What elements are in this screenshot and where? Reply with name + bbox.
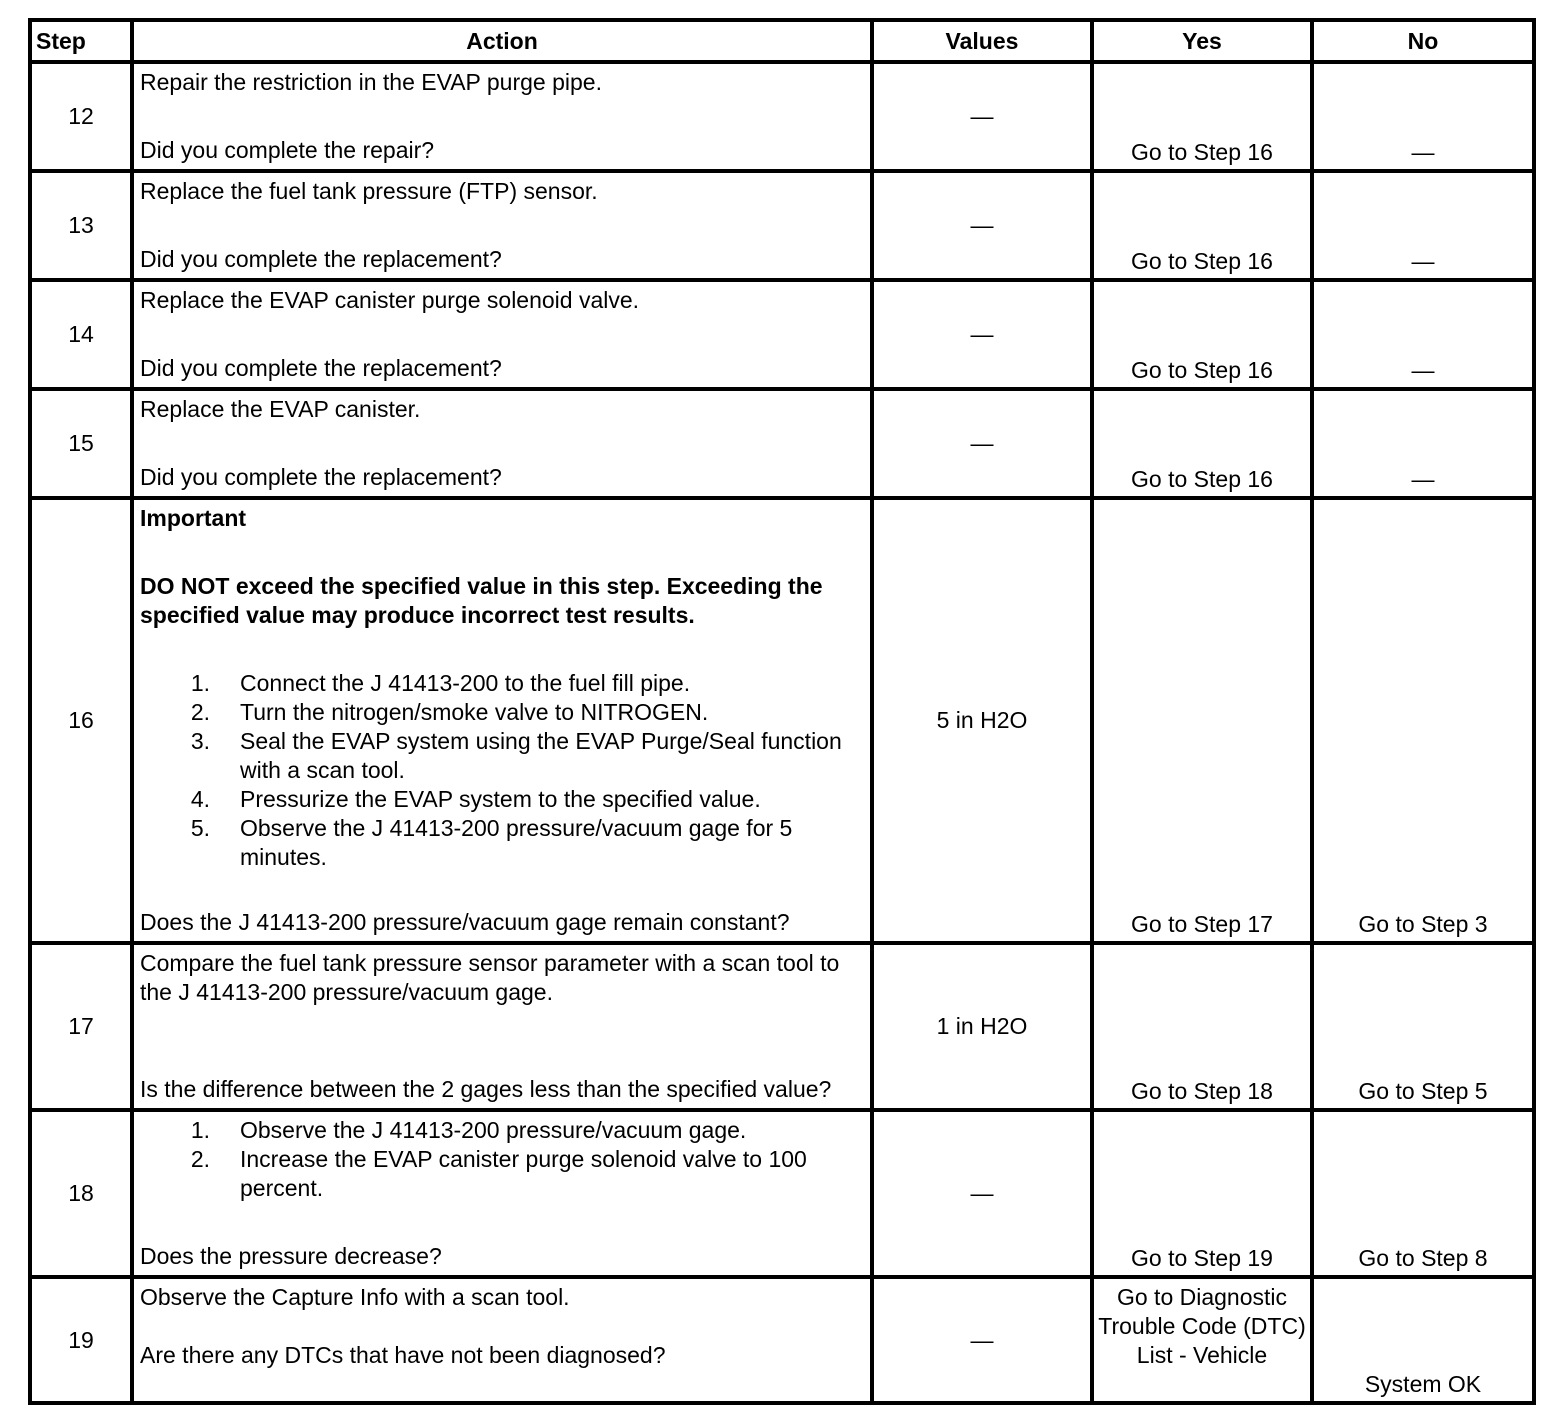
table-row xyxy=(30,280,1534,389)
step-number: 14 xyxy=(30,280,132,389)
action-question: Is the difference between the 2 gages less than the specified value? xyxy=(140,1076,832,1102)
substep-list xyxy=(140,1116,864,1203)
action-text: Replace the EVAP canister purge solenoid valve. xyxy=(140,287,640,313)
action-text: Compare the fuel tank pressure sensor parameter with a scan tool to the J 41413-200 pressure/vacuum gage. xyxy=(140,950,840,1005)
step-number: 18 xyxy=(30,1110,132,1277)
important-label: Important xyxy=(140,505,247,531)
step-number: 12 xyxy=(30,62,132,171)
yes-cell: Go to Step 18 xyxy=(1092,943,1312,1110)
no-cell: System OK xyxy=(1312,1277,1534,1403)
substep-list xyxy=(140,669,864,872)
yes-cell: Go to Step 16 xyxy=(1092,280,1312,389)
action-text: Observe the Capture Info with a scan tool. xyxy=(140,1284,570,1310)
no-cell: — xyxy=(1312,280,1534,389)
action-text: Repair the restriction in the EVAP purge pipe. xyxy=(140,69,602,95)
yes-cell: Go to Step 16 xyxy=(1092,171,1312,280)
table-row xyxy=(30,1277,1534,1403)
header-values: Values xyxy=(872,20,1092,62)
table-row xyxy=(30,171,1534,280)
list-item: 4. Pressurize the EVAP system to the specified value. xyxy=(190,786,761,812)
value-cell: — xyxy=(872,1110,1092,1277)
yes-cell: Go to Step 16 xyxy=(1092,62,1312,171)
header-row xyxy=(30,20,1534,62)
action-question: Are there any DTCs that have not been diagnosed? xyxy=(140,1342,666,1368)
action-question: Did you complete the repair? xyxy=(140,137,435,163)
header-step: Step xyxy=(30,20,132,62)
action-text: Replace the fuel tank pressure (FTP) sensor. xyxy=(140,178,598,204)
no-cell: Go to Step 3 xyxy=(1312,498,1534,943)
action-cell xyxy=(132,1110,872,1277)
table-row xyxy=(30,389,1534,498)
list-item: 2. Turn the nitrogen/smoke valve to NITROGEN. xyxy=(190,699,709,725)
action-question: Does the J 41413-200 pressure/vacuum gage remain constant? xyxy=(140,909,790,935)
value-cell: — xyxy=(872,389,1092,498)
step-number: 16 xyxy=(30,498,132,943)
value-cell: 5 in H2O xyxy=(872,498,1092,943)
action-question: Did you complete the replacement? xyxy=(140,355,502,381)
value-cell: — xyxy=(872,280,1092,389)
step-number: 17 xyxy=(30,943,132,1110)
no-cell: — xyxy=(1312,62,1534,171)
list-item: 1. Connect the J 41413-200 to the fuel fill pipe. xyxy=(190,670,691,696)
no-cell: — xyxy=(1312,171,1534,280)
table-row xyxy=(30,62,1534,171)
action-cell xyxy=(132,1277,872,1403)
no-cell: — xyxy=(1312,389,1534,498)
table-row xyxy=(30,1110,1534,1277)
header-action: Action xyxy=(132,20,872,62)
action-cell xyxy=(132,498,872,943)
list-item: 2. Increase the EVAP canister purge solenoid valve to 100 percent. xyxy=(190,1146,807,1201)
action-cell xyxy=(132,62,872,171)
diagnostic-table xyxy=(28,18,1536,1405)
value-cell: — xyxy=(872,62,1092,171)
step-number: 15 xyxy=(30,389,132,498)
action-cell xyxy=(132,171,872,280)
value-cell: — xyxy=(872,1277,1092,1403)
yes-link-cell[interactable]: Go to Diagnostic Trouble Code (DTC) List - Vehicle xyxy=(1092,1277,1312,1403)
action-text: Replace the EVAP canister. xyxy=(140,396,421,422)
list-item: 1. Observe the J 41413-200 pressure/vacuum gage. xyxy=(190,1117,747,1143)
header-no: No xyxy=(1312,20,1534,62)
action-question: Did you complete the replacement? xyxy=(140,464,502,490)
no-cell: Go to Step 8 xyxy=(1312,1110,1534,1277)
step-number: 19 xyxy=(30,1277,132,1403)
yes-cell: Go to Step 19 xyxy=(1092,1110,1312,1277)
table-row xyxy=(30,943,1534,1110)
list-item: 5. Observe the J 41413-200 pressure/vacuum gage for 5 minutes. xyxy=(190,815,793,870)
step-number: 13 xyxy=(30,171,132,280)
action-cell xyxy=(132,280,872,389)
value-cell: 1 in H2O xyxy=(872,943,1092,1110)
table-row xyxy=(30,498,1534,943)
no-cell: Go to Step 5 xyxy=(1312,943,1534,1110)
action-question: Does the pressure decrease? xyxy=(140,1243,442,1269)
list-item: 3. Seal the EVAP system using the EVAP Purge/Seal function with a scan tool. xyxy=(190,728,842,783)
header-yes: Yes xyxy=(1092,20,1312,62)
value-cell: — xyxy=(872,171,1092,280)
action-cell xyxy=(132,943,872,1110)
yes-cell: Go to Step 16 xyxy=(1092,389,1312,498)
warning-text: DO NOT exceed the specified value in this step. Exceeding the specified value may produce incorrect test results. xyxy=(140,573,823,628)
action-question: Did you complete the replacement? xyxy=(140,246,502,272)
action-cell xyxy=(132,389,872,498)
yes-cell: Go to Step 17 xyxy=(1092,498,1312,943)
